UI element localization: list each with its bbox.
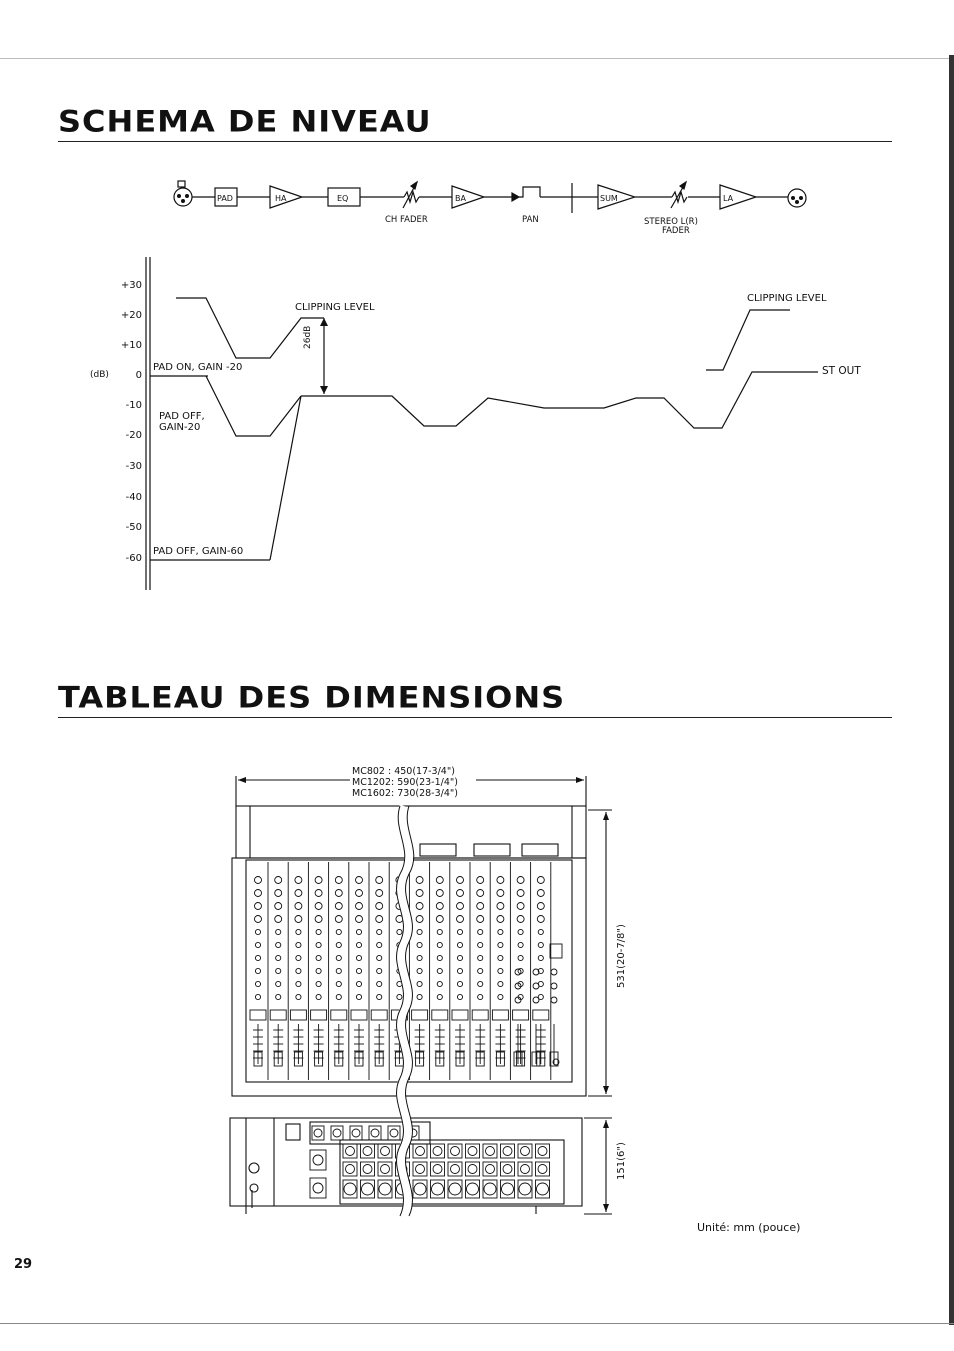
dimensions-title: TABLEAU DES DIMENSIONS	[58, 680, 566, 715]
channel-strip	[533, 862, 551, 1080]
bottom-scan-rule	[0, 1323, 954, 1324]
tick-minus50: -50	[125, 522, 142, 533]
tick-minus20: -20	[125, 430, 142, 441]
unit-note: Unité: mm (pouce)	[697, 1221, 801, 1234]
xlr-input-icon	[174, 188, 192, 206]
tick-plus10: +10	[120, 340, 142, 351]
rear-jack	[343, 1144, 357, 1198]
rear-jack	[431, 1144, 445, 1198]
stereo-fader-symbol	[671, 182, 687, 208]
sum-label: SUM	[600, 194, 618, 203]
ch-fader-symbol	[403, 182, 419, 208]
tick-minus30: -30	[125, 461, 142, 472]
signal-chain-diagram	[0, 0, 954, 250]
channel-strip	[290, 862, 308, 1080]
pad-off-gain20-label-2: GAIN-20	[159, 422, 201, 433]
rear-jack	[448, 1144, 462, 1198]
la-label: LA	[723, 194, 734, 203]
tick-plus30: +30	[120, 280, 142, 291]
drawing-break-line	[401, 806, 409, 1216]
tick-minus40: -40	[125, 492, 142, 503]
ba-label: BA	[455, 194, 466, 203]
pad-label: PAD	[217, 194, 233, 203]
stereo-fader-label-2: FADER	[662, 226, 690, 236]
pad-off-gain20-label-1: PAD OFF,	[159, 411, 205, 422]
tick-minus60: -60	[125, 553, 142, 564]
rear-jack	[518, 1144, 532, 1198]
tick-0: 0	[135, 370, 142, 381]
stereo-fader-label: STEREO L(R)	[644, 217, 698, 227]
channel-strip	[371, 862, 389, 1080]
channel-strip	[452, 862, 470, 1080]
channel-strip	[472, 862, 490, 1080]
clipping-level-left: CLIPPING LEVEL	[295, 302, 375, 313]
pad-on-label: PAD ON, GAIN -20	[153, 362, 243, 373]
channel-strip	[492, 862, 510, 1080]
tick-plus20: +20	[120, 310, 142, 321]
depth-dimension: 531(20-7/8")	[616, 924, 627, 988]
st-out-label: ST OUT	[822, 365, 861, 377]
channel-strip	[432, 862, 450, 1080]
channel-strip	[351, 862, 369, 1080]
width-mc802: MC802 : 450(17-3/4")	[352, 766, 455, 777]
ha-label: HA	[275, 194, 287, 203]
channel-strip	[270, 862, 288, 1080]
rear-jack	[413, 1144, 427, 1198]
dimensions-title-rule	[58, 717, 892, 718]
level-diagram-title: SCHEMA DE NIVEAU	[58, 104, 432, 139]
width-mc1202: MC1202: 590(23-1/4")	[352, 777, 458, 788]
page-number: 29	[14, 1257, 33, 1272]
master-section	[514, 944, 562, 1066]
channel-strip	[331, 862, 349, 1080]
channel-strip	[412, 862, 430, 1080]
pan-label: PAN	[522, 215, 539, 225]
clipping-level-right: CLIPPING LEVEL	[747, 293, 827, 304]
channel-strip	[250, 862, 268, 1080]
width-mc1602: MC1602: 730(28-3/4")	[352, 788, 458, 799]
pad-off-gain60-label: PAD OFF, GAIN-60	[153, 546, 244, 557]
channel-strip	[311, 862, 329, 1080]
rear-jack	[378, 1144, 392, 1198]
tick-minus10: -10	[125, 400, 142, 411]
rear-jack	[536, 1144, 550, 1198]
rear-jack	[466, 1144, 480, 1198]
mixer-dimension-drawing	[0, 755, 954, 1225]
rear-jack	[361, 1144, 375, 1198]
db-unit-label: (dB)	[90, 370, 109, 380]
rear-jack	[501, 1144, 515, 1198]
xlr-output-icon	[788, 189, 806, 207]
eq-label: EQ	[337, 194, 349, 203]
rear-jack	[483, 1144, 497, 1198]
height-dimension: 151(6")	[616, 1142, 627, 1180]
ch-fader-label: CH FADER	[385, 215, 428, 225]
headroom-label: 26dB	[303, 325, 313, 349]
pan-symbol	[512, 187, 540, 201]
